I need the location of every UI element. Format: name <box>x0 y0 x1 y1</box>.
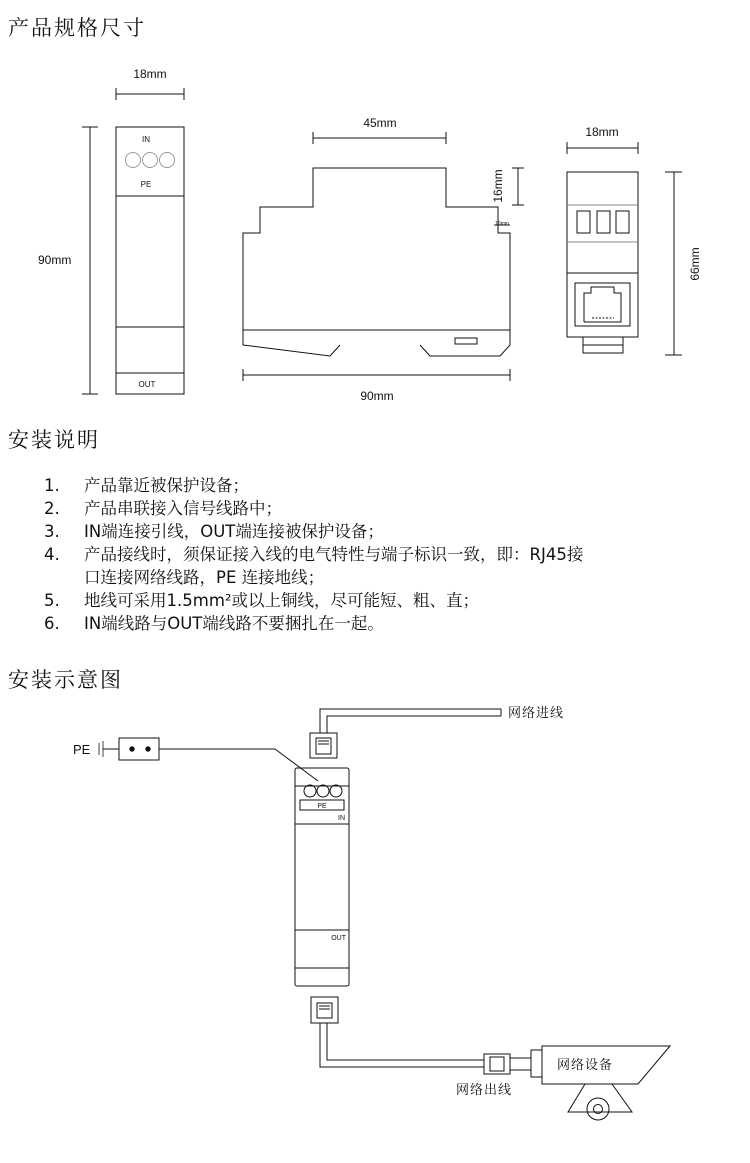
pe-label: PE <box>73 742 91 757</box>
front-pe-label: PE <box>140 180 152 189</box>
network-in-label: 网络进线 <box>508 706 565 721</box>
device-pe-label: PE <box>317 803 327 810</box>
end-view <box>567 142 682 355</box>
front-view <box>82 88 184 394</box>
device-out-label: OUT <box>331 935 346 942</box>
protector-device <box>295 768 349 986</box>
end-height-label: 66mm <box>688 247 702 281</box>
network-out-label: 网络出线 <box>456 1083 513 1098</box>
side-small-label: 16mm <box>495 221 509 227</box>
side-step-height-label: 16mm <box>491 169 505 203</box>
pe-terminal <box>99 738 318 781</box>
install-title: 安装说明 <box>8 428 100 452</box>
instruction-list <box>36 474 746 635</box>
side-view <box>243 132 524 381</box>
network-out-cable <box>311 997 531 1074</box>
diagram-title: 安装示意图 <box>8 668 123 692</box>
list-item: 4. 产品接线时，须保证接入线的电气特性与端子标识一致，即：RJ45接 口连接网络线路，PE 连接地线； <box>44 545 584 587</box>
list-item: 5. 地线可采用1.5mm²或以上铜线，尽可能短、粗、直； <box>44 591 480 610</box>
specs-title: 产品规格尺寸 <box>8 16 146 40</box>
list-item: 6. IN端线路与OUT端线路不要捆扎在一起。 <box>44 614 384 633</box>
front-out-label: OUT <box>138 380 156 389</box>
network-device-label: 网络设备 <box>557 1058 614 1073</box>
side-top-width-label: 45mm <box>363 116 397 130</box>
end-width-label: 18mm <box>585 125 619 139</box>
device-in-label: IN <box>338 815 345 822</box>
front-in-label: IN <box>142 135 150 144</box>
side-length-label: 90mm <box>360 389 394 403</box>
front-height-label: 90mm <box>38 253 72 267</box>
network-device <box>531 1046 670 1120</box>
list-item: 2. 产品串联接入信号线路中； <box>44 499 282 518</box>
list-item: 1. 产品靠近被保护设备； <box>44 476 249 495</box>
dimension-drawings <box>0 0 750 420</box>
list-item: 3. IN端连接引线，OUT端连接被保护设备； <box>44 522 384 541</box>
network-in-cable <box>310 709 501 758</box>
front-width-label: 18mm <box>133 67 167 81</box>
